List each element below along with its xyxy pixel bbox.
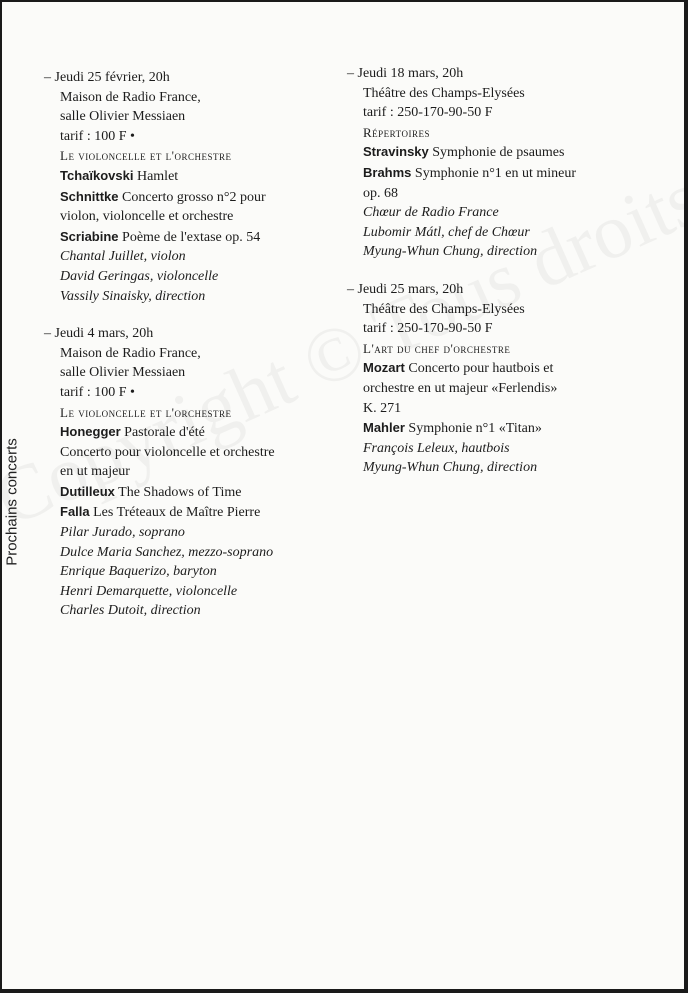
work-title: K. 271 (363, 400, 402, 416)
performer: François Leleux, hautbois (363, 440, 510, 456)
performer: Chantal Juillet, violon (60, 249, 186, 265)
concert-venue: Maison de Radio France, (60, 89, 201, 105)
composer-name: Scriabine (60, 228, 119, 244)
work-title: Symphonie n°1 «Titan» (408, 421, 542, 437)
program-line (347, 142, 637, 163)
program-line (44, 187, 334, 208)
program-line (44, 166, 334, 187)
concert-entry (44, 324, 334, 621)
performer: Myung-Whun Chung, direction (363, 244, 538, 260)
side-label-text: Prochains concerts (3, 438, 21, 566)
program-page (2, 2, 684, 989)
work-title: Les Tréteaux de Maître Pierre (93, 505, 261, 521)
work-title: Concerto pour violoncelle et orchestre (60, 444, 275, 460)
concert-tarif: tarif : 100 F • (60, 384, 135, 400)
composer-name: Mozart (363, 360, 405, 376)
composer-name: Stravinsky (363, 144, 429, 160)
concert-series: Le violoncelle et l'orchestre (60, 148, 232, 164)
left-column (44, 68, 334, 639)
work-title: Symphonie n°1 en ut mineur (414, 165, 577, 181)
concert-series: Le violoncelle et l'orchestre (60, 404, 232, 420)
program-line (347, 418, 637, 439)
program-line (44, 422, 334, 443)
composer-name: Tchaïkovski (60, 167, 134, 183)
performer: Enrique Baquerizo, baryton (60, 564, 217, 580)
concert-date: – Jeudi 4 mars, 20h (44, 326, 154, 342)
performer: Chœur de Radio France (363, 205, 499, 221)
program-line (44, 482, 334, 503)
concert-date: – Jeudi 25 février, 20h (44, 70, 170, 85)
composer-name: Dutilleux (60, 483, 115, 499)
concert-tarif: tarif : 250-170-90-50 F (363, 321, 493, 337)
work-title: Concerto grosso n°2 pour (122, 189, 266, 205)
work-title: violon, violoncelle et orchestre (60, 209, 234, 225)
concert-date: – Jeudi 18 mars, 20h (347, 66, 464, 81)
concert-entry (347, 280, 637, 478)
program-line (347, 379, 637, 399)
performer: David Geringas, violoncelle (60, 268, 219, 284)
concert-tarif: tarif : 250-170-90-50 F (363, 105, 493, 121)
program-line (44, 443, 334, 463)
program-line (347, 184, 637, 204)
performer: Henri Demarquette, violoncelle (60, 583, 238, 599)
concert-venue: Théâtre des Champs-Elysées (363, 301, 525, 317)
performer: Dulce Maria Sanchez, mezzo-soprano (60, 544, 274, 560)
performer: Lubomir Mátl, chef de Chœur (363, 224, 530, 240)
program-line (347, 163, 637, 184)
program-line (44, 462, 334, 482)
composer-name: Schnittke (60, 188, 119, 204)
composer-name: Brahms (363, 164, 412, 180)
composer-name: Honegger (60, 424, 121, 440)
concert-venue: salle Olivier Messiaen (60, 365, 186, 381)
performer: Charles Dutoit, direction (60, 603, 201, 619)
concert-venue: Maison de Radio France, (60, 345, 201, 361)
performer: Myung-Whun Chung, direction (363, 460, 538, 476)
program-line (347, 399, 637, 419)
performer: Pilar Jurado, soprano (60, 525, 185, 541)
concert-series: Répertoires (363, 124, 430, 140)
program-line (44, 227, 334, 248)
work-title: op. 68 (363, 185, 398, 201)
concert-venue: Théâtre des Champs-Elysées (363, 85, 525, 101)
work-title: Pastorale d'été (124, 425, 205, 441)
performer: Vassily Sinaisky, direction (60, 288, 206, 304)
right-column (347, 64, 637, 496)
program-line (44, 502, 334, 523)
work-title: orchestre en ut majeur «Ferlendis» (363, 380, 558, 396)
concert-tarif: tarif : 100 F • (60, 128, 135, 144)
concert-entry (347, 64, 637, 262)
work-title: Symphonie de psaumes (432, 145, 565, 161)
composer-name: Mahler (363, 420, 405, 436)
program-line (44, 207, 334, 227)
work-title: Concerto pour hautbois et (408, 361, 554, 377)
concert-entry (44, 68, 334, 306)
program-line (347, 358, 637, 379)
work-title: Poème de l'extase op. 54 (122, 229, 261, 245)
concert-venue: salle Olivier Messiaen (60, 109, 186, 125)
work-title: en ut majeur (60, 464, 130, 480)
side-label (2, 422, 22, 582)
concert-series: L'art du chef d'orchestre (363, 340, 511, 356)
work-title: The Shadows of Time (118, 484, 242, 500)
work-title: Hamlet (136, 168, 179, 184)
composer-name: Falla (60, 504, 90, 520)
concert-date: – Jeudi 25 mars, 20h (347, 281, 464, 297)
